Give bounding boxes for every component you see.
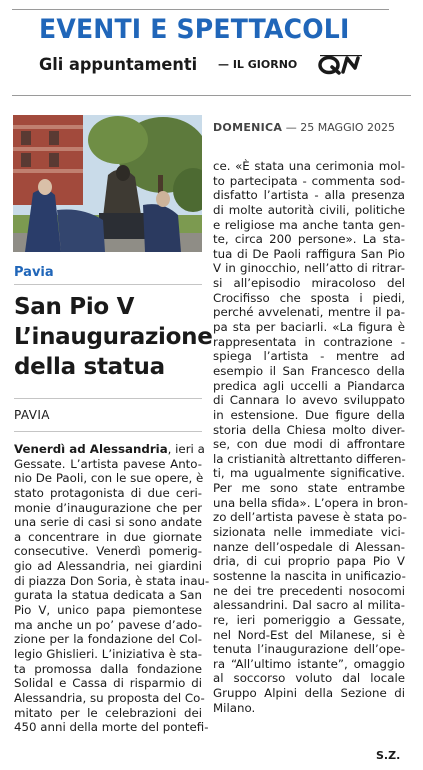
body-line: tenuta l’inaugurazione dell’ope- — [213, 642, 405, 657]
body-line: re, ieri pomeriggio a Gessate, — [213, 612, 405, 627]
divider — [14, 431, 202, 432]
location-tag: Pavia — [14, 265, 54, 280]
body-line: alessandrini. Dal sacro al milita- — [213, 598, 405, 613]
body-line: zo dell’artista pavese è stata po- — [213, 510, 407, 525]
body-line: dria, di cui proprio papa Pio V — [213, 554, 405, 569]
body-line: pa sta per baciarli. «La figura è — [213, 320, 405, 335]
headline-line: San Pio V — [14, 294, 135, 320]
body-line: e religiose ma anche tanta gen- — [213, 217, 405, 232]
body-line: Solidal e Cassa di risparmio di — [14, 676, 202, 691]
body-line: storia della Chiesa molto diver- — [213, 422, 405, 437]
body-line: V in ginocchio, nell’atto di ritrar- — [213, 261, 405, 276]
body-line: gio ad Alessandria, nei giardini — [14, 559, 202, 574]
body-line — [14, 442, 205, 457]
newspaper-brand: — IL GIORNO — [218, 58, 298, 71]
body-line: Pio V, unico papa piemontese — [14, 603, 202, 618]
body-line: mitato per le celebrazioni dei — [14, 705, 202, 720]
body-line: si all’episodio miracoloso del — [213, 276, 405, 291]
header-rule — [12, 95, 411, 96]
body-line: monie d’inaugurazione che per — [14, 500, 202, 515]
issue-date-text: — 25 MAGGIO 2025 — [285, 121, 395, 134]
body-line: di Cannara lo avevo sviluppato — [213, 393, 405, 408]
issue-date — [213, 121, 395, 134]
body-line: legio Ghislieri. L’iniziativa è sta- — [14, 646, 202, 661]
body-line: una bella sfida». L’opera in bron- — [213, 495, 408, 510]
top-rule — [12, 9, 389, 10]
body-line: in estensione. Due figure della — [213, 407, 405, 422]
body-line: 450 anni della morte del pontefi- — [14, 720, 209, 735]
body-line: to partecipata - commenta sod- — [213, 173, 405, 188]
issue-day: DOMENICA — [213, 121, 283, 134]
body-line: al soccorso voluto dal locale — [213, 671, 405, 686]
body-line: una serie di casi si sono andate — [14, 515, 202, 530]
body-line: disfatto l’artista - alla presenza — [213, 188, 405, 203]
body-line: a concentrare in due giornate — [14, 529, 202, 544]
qn-logo-icon — [318, 55, 364, 75]
section-title: EVENTI E SPETTACOLI — [39, 14, 350, 45]
article-column-left — [14, 442, 210, 735]
body-text: , ieri a — [167, 442, 205, 456]
body-line: di piazza Don Soria, è stata inau- — [14, 573, 210, 588]
author-signature: S.Z. — [376, 749, 401, 762]
body-line: sizionata nelle immediate vici- — [213, 525, 405, 540]
body-line: nel Nord-Est del Milanese, si è — [213, 627, 405, 642]
article-column-right — [213, 159, 408, 715]
headline-line: della statua — [14, 354, 165, 380]
body-line: ma anche un po’ pavese d’ado- — [14, 617, 202, 632]
body-line: zione per la fondazione del Col- — [14, 632, 202, 647]
body-line: Milano. — [213, 700, 256, 715]
body-line: Crocifisso che sposta i piedi, — [213, 290, 405, 305]
body-line: spiega l’artista - mentre ad — [213, 349, 405, 364]
body-line: ta promossa dalla fondazione — [14, 661, 202, 676]
body-line: ra “All’ultimo istante”, omaggio — [213, 656, 405, 671]
divider — [14, 284, 202, 285]
article-lead: Venerdì ad Alessandria — [14, 442, 168, 456]
headline-line: L’inaugurazione — [14, 324, 213, 350]
body-line: perché avvelenati, mentre il pa- — [213, 305, 405, 320]
body-line: esempio il San Francesco della — [213, 363, 405, 378]
body-line: Gessate. L’artista pavese Anto- — [14, 456, 202, 471]
body-line: nio De Paoli, con le sue opere, è — [14, 471, 204, 486]
statue-photo — [13, 115, 202, 252]
body-line: ti, ma ugualmente significative. — [213, 466, 405, 481]
body-line: nanze dell’ospedale di Alessan- — [213, 539, 405, 554]
body-line: sostenne la nascita in unificazio- — [213, 568, 406, 583]
body-line: consecutive. Venerdì pomerig- — [14, 544, 202, 559]
body-line: rappresentata in contrazione - — [213, 334, 405, 349]
body-line: di molte autorità civili, politiche — [213, 202, 405, 217]
section-subtitle: Gli appuntamenti — [39, 55, 198, 75]
headline — [14, 292, 219, 382]
body-line: Gruppo Alpini della Sezione di — [213, 686, 405, 701]
dateline: PAVIA — [14, 408, 50, 422]
body-line: se, con due modi di affrontare — [213, 437, 405, 452]
body-line: ne dei tre precedenti nosocomi — [213, 583, 405, 598]
body-line: predica agli uccelli a Piandarca — [213, 378, 405, 393]
body-line: Per me sono state entrambe — [213, 481, 405, 496]
divider — [14, 398, 202, 399]
body-line: Alessandria, su proposta del Co- — [14, 690, 205, 705]
body-line: gurata la statua dedicata a San — [14, 588, 202, 603]
body-line: la cristianità altrettanto differen- — [213, 451, 406, 466]
body-line: te, circa 200 persone». La sta- — [213, 232, 405, 247]
body-line: stato protagonista di due ceri- — [14, 485, 202, 500]
body-line: tua di De Paoli raffigura San Pio — [213, 246, 405, 261]
body-line: ce. «È stata una cerimonia mol- — [213, 159, 405, 173]
